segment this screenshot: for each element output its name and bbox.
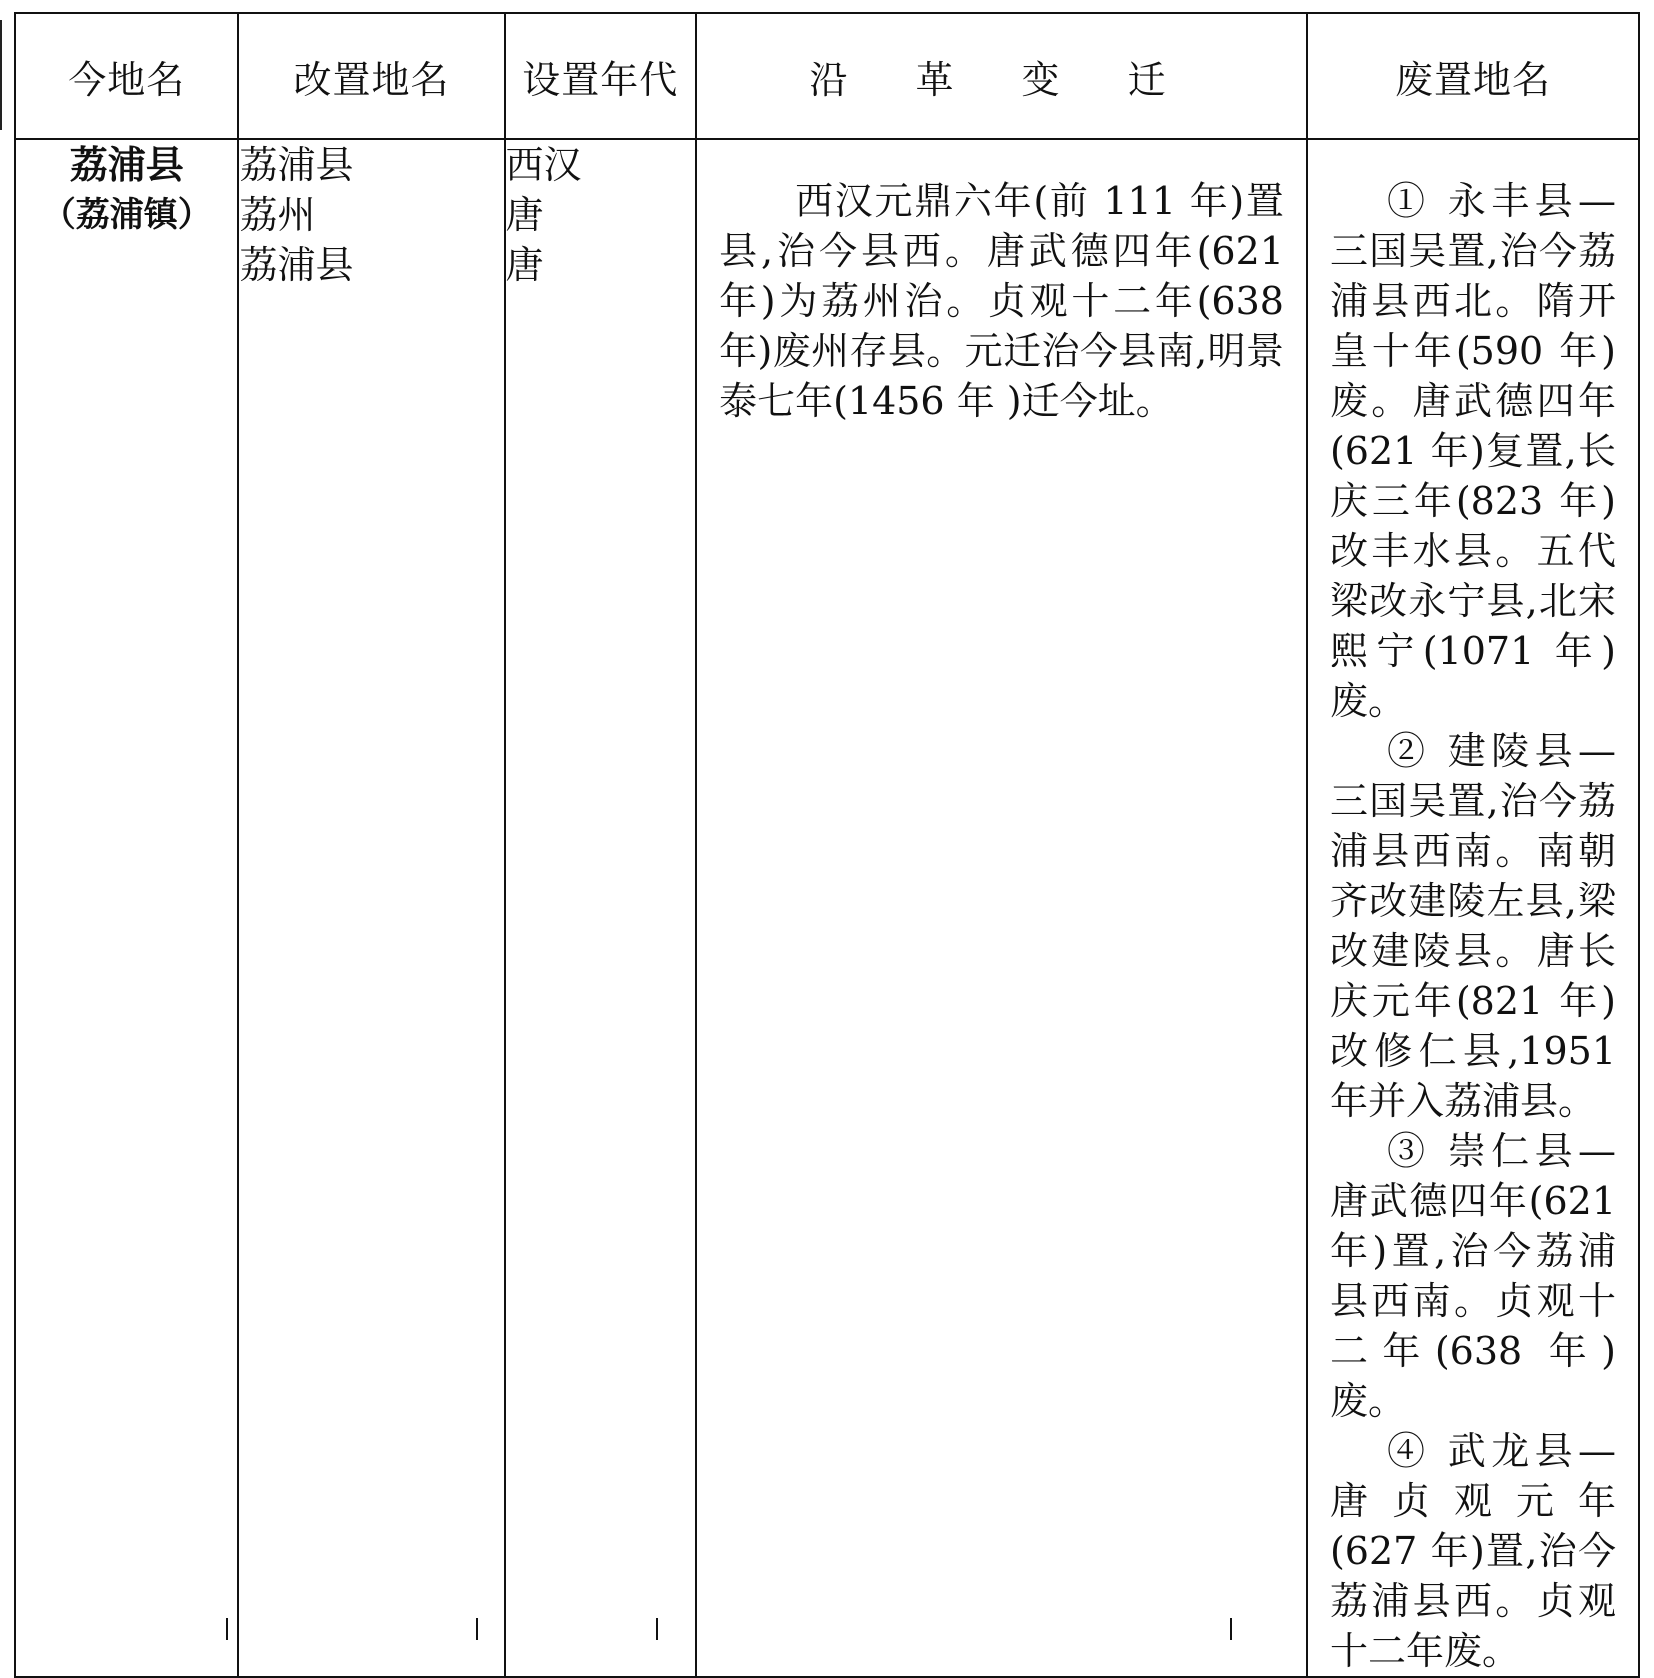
current-name-text: 荔浦县 bbox=[69, 142, 184, 187]
abolished-entry: ② 建陵县—三国吴置,治今荔浦县西南。南朝齐改建陵左县,梁改建陵县。唐长庆元年(821 年)改修仁县,1951 年并入荔浦县。 bbox=[1329, 729, 1616, 1123]
abolished-entry: ④ 武龙县—唐贞观元年 (627 年)置,治今荔浦县西。贞观十二年废。 bbox=[1329, 1429, 1616, 1673]
changed-name-item: 荔州 bbox=[239, 193, 316, 237]
table-header-row bbox=[15, 13, 1639, 139]
page-edge-mark bbox=[0, 20, 8, 130]
header-history: 沿 革 变 迁 bbox=[696, 13, 1307, 139]
changed-name-item: 荔浦县 bbox=[239, 243, 354, 287]
cell-abolished-names bbox=[1307, 139, 1639, 1677]
cell-established-era bbox=[505, 139, 697, 1677]
current-seat-text: （荔浦镇） bbox=[41, 195, 212, 235]
history-text: 西汉元鼎六年(前 111 年)置县,治今县西。唐武德四年(621 年)为荔州治。贞观十二年(638 年)废州存县。元迁治今县南,明景泰七年(1456 年 )迁今址。 bbox=[719, 179, 1284, 423]
era-item: 唐 bbox=[505, 193, 544, 237]
header-changed-names: 改置地名 bbox=[238, 13, 504, 139]
era-item: 唐 bbox=[505, 243, 544, 287]
cell-history bbox=[696, 139, 1307, 1677]
table-row bbox=[15, 139, 1639, 1677]
place-name-table bbox=[14, 12, 1640, 1678]
era-item: 西汉 bbox=[505, 143, 582, 187]
header-abolished-names: 废置地名 bbox=[1307, 13, 1639, 139]
abolished-entry: ③ 崇仁县—唐武德四年(621 年)置,治今荔浦县西南。贞观十二年(638 年)废。 bbox=[1329, 1129, 1616, 1423]
next-row-rule bbox=[14, 1618, 1640, 1638]
cell-changed-names bbox=[238, 139, 504, 1677]
header-established-era: 设置年代 bbox=[505, 13, 697, 139]
changed-name-item: 荔浦县 bbox=[239, 143, 354, 187]
abolished-list bbox=[1308, 140, 1638, 1676]
abolished-entry: ① 永丰县—三国吴置,治今荔浦县西北。隋开皇十年(590 年)废。唐武德四年(621 年)复置,长庆三年(823 年)改丰水县。五代梁改永宁县,北宋熙宁(1071 年)废。 bbox=[1329, 179, 1616, 723]
header-current-name: 今地名 bbox=[15, 13, 238, 139]
cell-current-name bbox=[15, 139, 238, 1677]
